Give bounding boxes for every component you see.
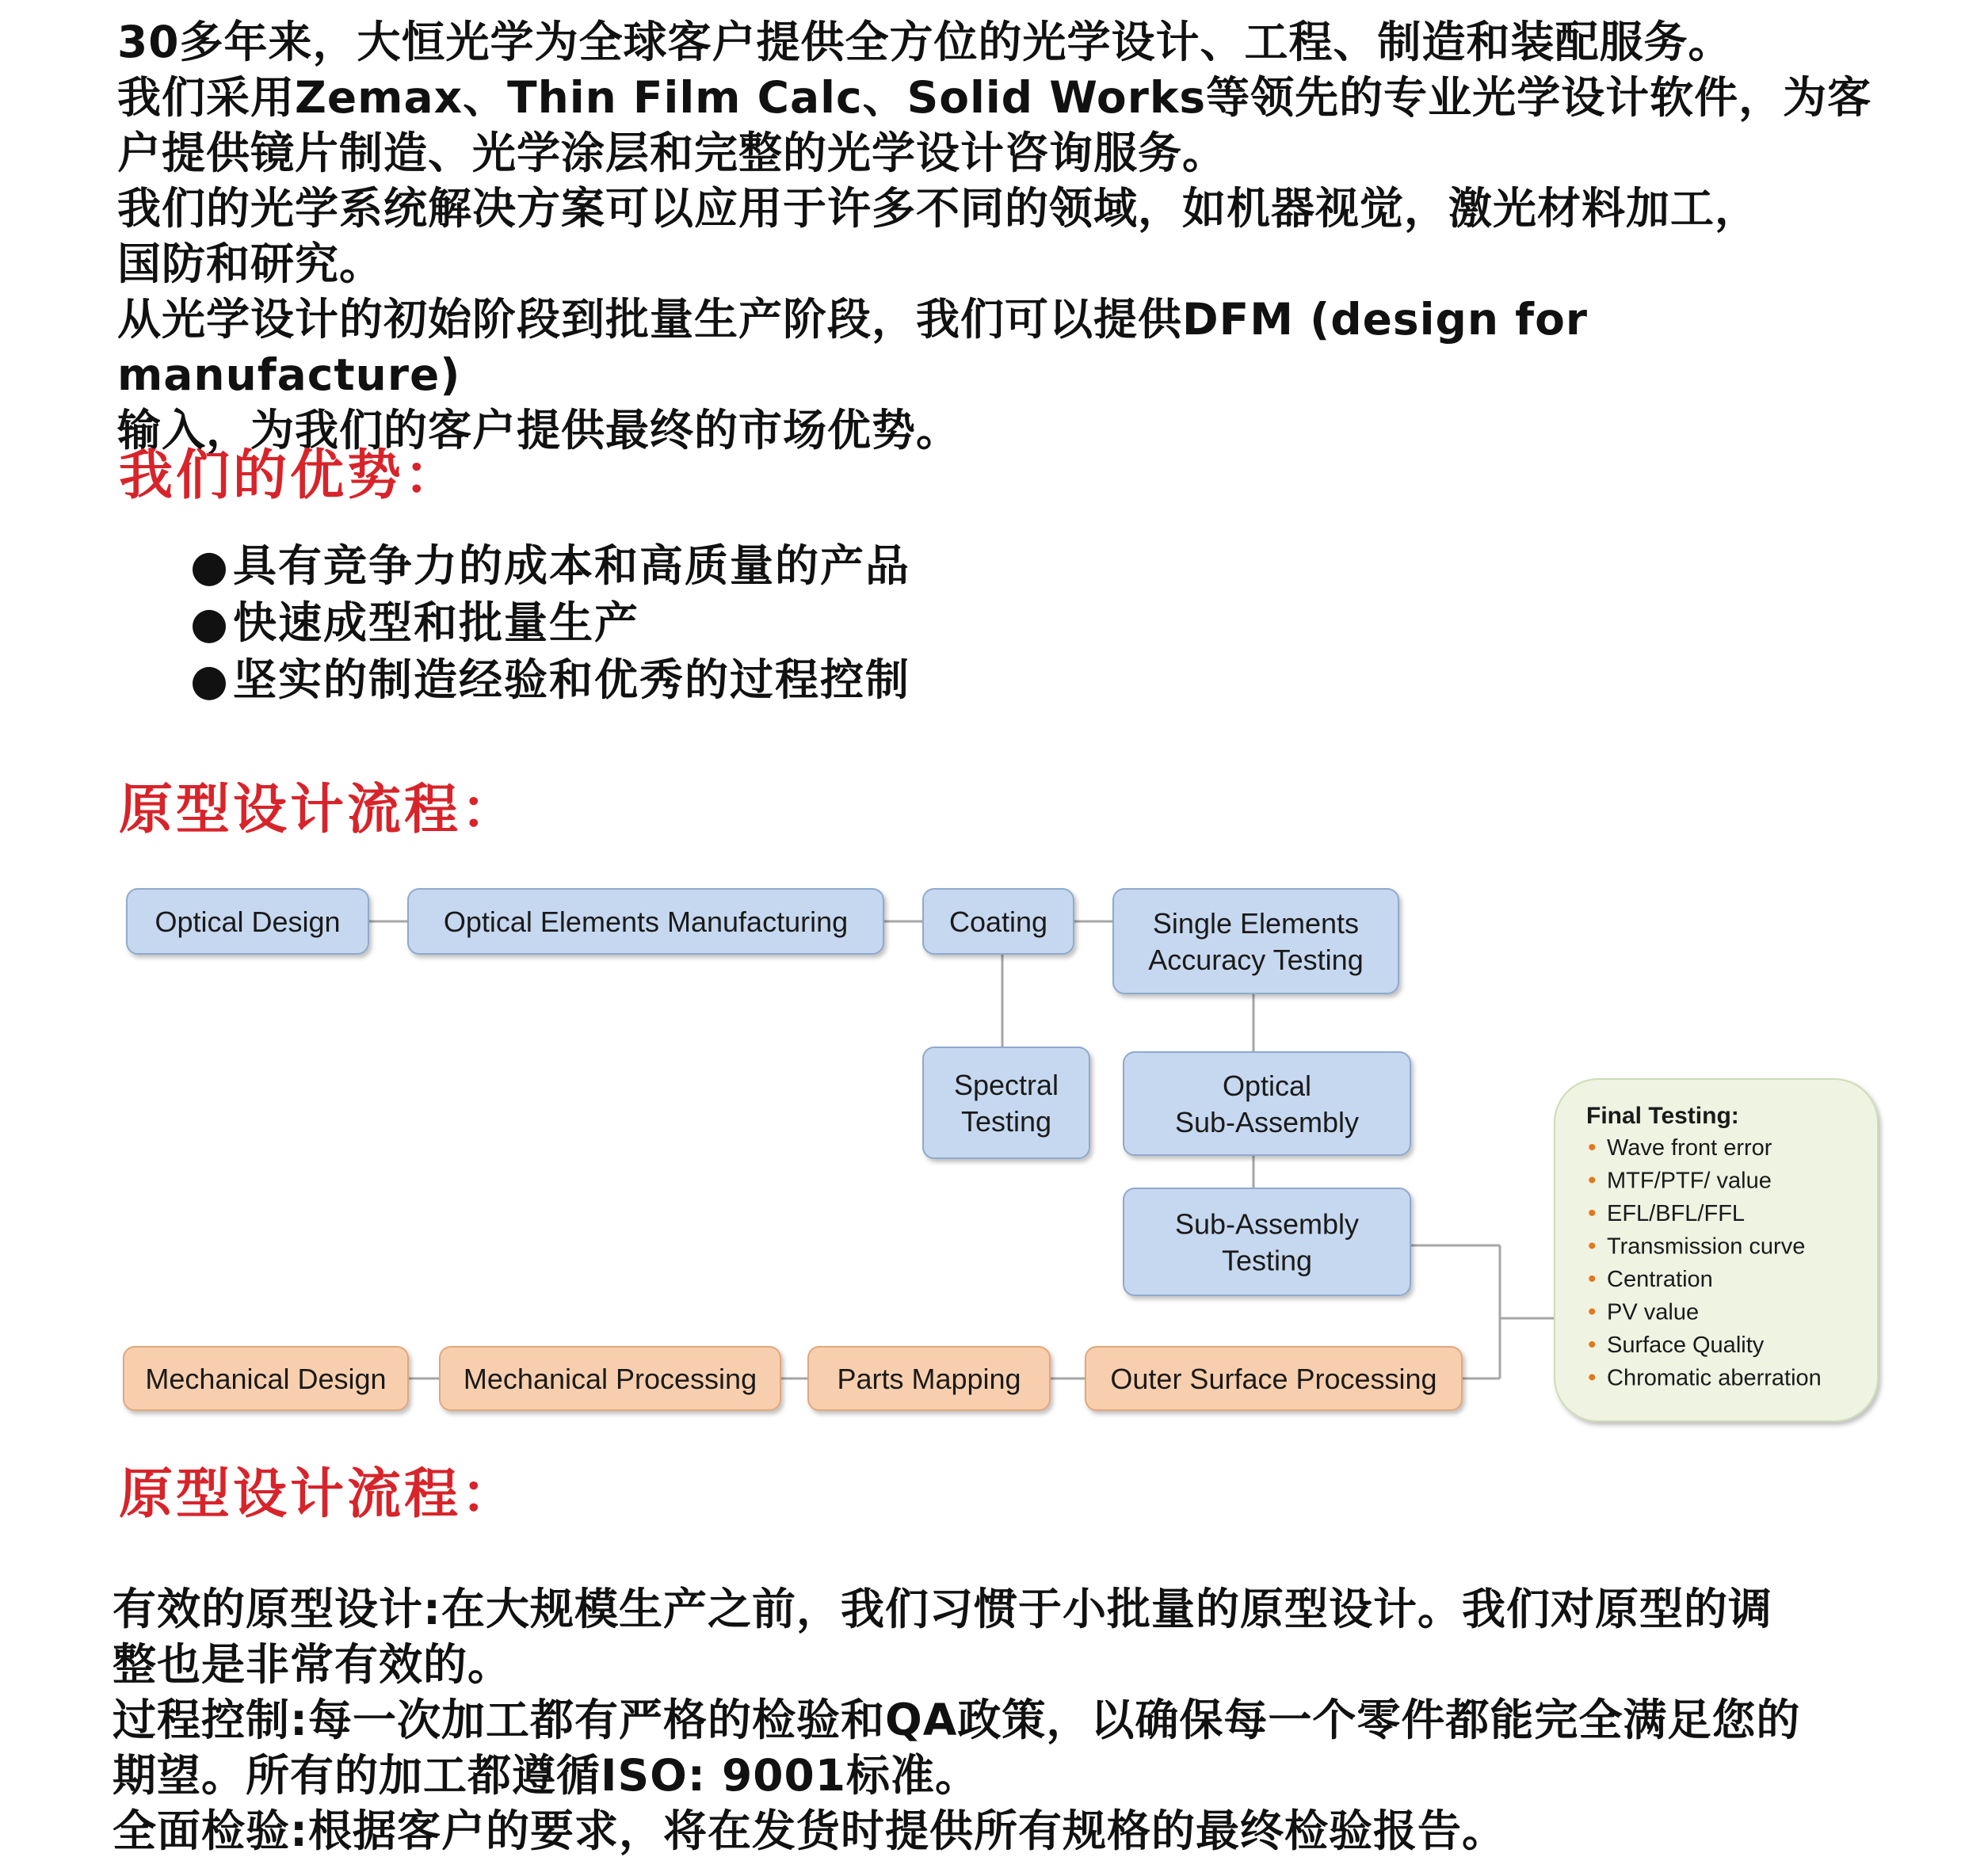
box-label: Outer Surface Processing — [1110, 1363, 1437, 1395]
intro-line: 30多年来，大恒光学为全球客户提供全方位的光学设计、工程、制造和装配服务。 — [117, 17, 1733, 67]
final-testing-item: MTF/PTF/ value — [1607, 1168, 1772, 1194]
box-label: Sub-Assembly — [1174, 1106, 1360, 1138]
bullet-icon: ● — [190, 597, 230, 648]
outer-surface-processing-box — [1086, 1347, 1462, 1410]
intro-line: 国防和研究。 — [117, 238, 384, 289]
final-testing-item: Chromatic aberration — [1607, 1365, 1822, 1391]
final-testing-item: EFL/BFL/FFL — [1607, 1201, 1746, 1226]
box-shape — [1124, 1188, 1410, 1295]
box-label: Mechanical Design — [145, 1363, 387, 1395]
sub-assembly-testing-box — [1124, 1188, 1410, 1295]
bullet-icon: • — [1588, 1134, 1597, 1161]
advantage-item — [190, 537, 910, 594]
advantage-item — [190, 594, 910, 651]
box-label: Mechanical Processing — [463, 1363, 757, 1395]
box-label: Sub-Assembly — [1174, 1207, 1360, 1241]
box-label: Accuracy Testing — [1148, 944, 1364, 976]
advantages-heading: 我们的优势： — [119, 444, 462, 507]
box-label: Coating — [948, 906, 1048, 938]
optical-sub-assembly-box — [1124, 1052, 1410, 1155]
optical-design-box — [127, 889, 368, 954]
advantages-list — [190, 537, 910, 708]
box-label: Single Elements — [1152, 907, 1360, 940]
bullet-icon: • — [1588, 1266, 1597, 1292]
final-testing-item: Transmission curve — [1607, 1234, 1806, 1260]
box-shape — [923, 1047, 1089, 1158]
intro-line: 输入，为我们的客户提供最终的市场优势。 — [117, 405, 961, 456]
coating-box — [923, 889, 1074, 954]
box-label: Optical Design — [155, 906, 341, 938]
parts-mapping-box — [808, 1347, 1050, 1410]
box-label: Testing — [1221, 1244, 1313, 1277]
flow-heading: 原型设计流程： — [119, 779, 519, 841]
bullet-icon: ● — [190, 654, 230, 705]
bullet-icon: • — [1588, 1167, 1597, 1194]
description-line: 期望。所有的加工都遵循ISO: 9001标准。 — [113, 1750, 980, 1801]
final-testing-item: PV value — [1607, 1299, 1700, 1325]
intro-line: 我们的光学系统解决方案可以应用于许多不同的领域，如机器视觉，激光材料加工， — [117, 183, 1760, 234]
final-testing-card — [1555, 1079, 1878, 1421]
mechanical-processing-box — [440, 1347, 780, 1410]
description-heading: 原型设计流程： — [119, 1463, 519, 1526]
box-shape — [1113, 889, 1398, 993]
optical-elements-manufacturing-box — [408, 889, 883, 954]
final-testing-item: Surface Quality — [1607, 1333, 1765, 1358]
final-testing-title: Final Testing: — [1586, 1103, 1739, 1129]
description-line: 过程控制:每一次加工都有严格的检验和QA政策，以确保每一个零件都能完全满足您的 — [113, 1695, 1801, 1745]
intro-line: 从光学设计的初始阶段到批量生产阶段，我们可以提供DFM (design for manufacture) — [117, 294, 1589, 400]
single-elements-accuracy-testing-box — [1113, 889, 1398, 993]
box-label: Testing — [960, 1105, 1052, 1138]
mechanical-design-box — [124, 1347, 408, 1410]
box-label: Optical Elements Manufacturing — [443, 906, 849, 938]
bullet-icon: • — [1588, 1364, 1597, 1391]
advantage-text: 快速成型和批量生产 — [233, 597, 640, 648]
bullet-icon: • — [1588, 1233, 1597, 1260]
advantage-text: 坚实的制造经验和优秀的过程控制 — [233, 654, 911, 705]
bullet-icon: • — [1588, 1200, 1597, 1226]
advantage-text: 具有竞争力的成本和高质量的产品 — [233, 540, 911, 591]
prototype-flow-diagram — [111, 871, 1902, 1442]
box-shape — [1124, 1052, 1410, 1155]
box-label: Spectral — [953, 1069, 1059, 1101]
description-line: 有效的原型设计:在大规模生产之前，我们习惯于小批量的原型设计。我们对原型的调 — [113, 1584, 1772, 1634]
box-label: Parts Mapping — [837, 1363, 1021, 1395]
intro-paragraph — [117, 14, 1940, 458]
final-testing-item: Centration — [1607, 1267, 1713, 1292]
description-paragraph — [113, 1581, 1935, 1859]
description-line: 全面检验:根据客户的要求，将在发货时提供所有规格的最终检验报告。 — [113, 1805, 1506, 1856]
box-label: Optical — [1222, 1070, 1312, 1102]
description-line: 整也是非常有效的。 — [113, 1639, 513, 1690]
bullet-icon: ● — [190, 540, 230, 591]
bullet-icon: • — [1588, 1332, 1597, 1358]
advantage-item — [190, 651, 910, 708]
intro-line: 户提供镜片制造、光学涂层和完整的光学设计咨询服务。 — [117, 128, 1227, 178]
intro-line: 我们采用Zemax、Thin Film Calc、Solid Works等领先的专业光学设计软件，为客 — [117, 72, 1872, 123]
final-testing-item: Wave front error — [1607, 1135, 1772, 1161]
spectral-testing-box — [923, 1047, 1089, 1158]
bullet-icon: • — [1588, 1298, 1597, 1325]
